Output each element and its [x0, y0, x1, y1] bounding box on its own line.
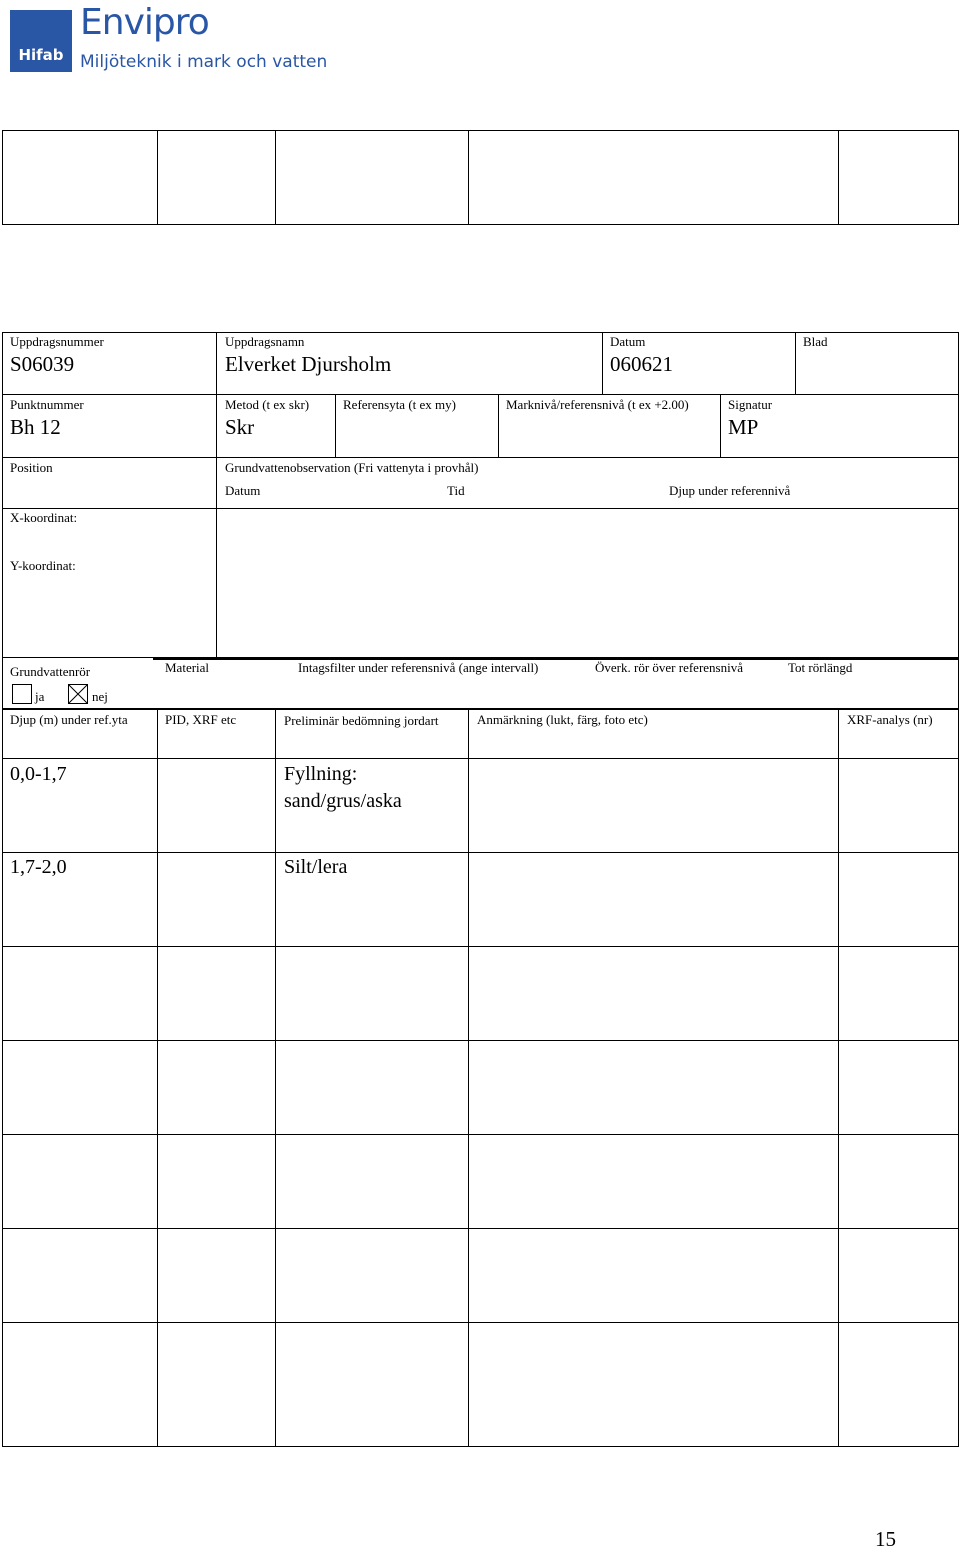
grundvattenobservation-label: Grundvattenobservation (Fri vattenyta i provhål)	[225, 460, 479, 475]
col-header-pid: PID, XRF etc	[165, 712, 237, 727]
row2-djup: 1,7-2,0	[10, 856, 67, 878]
x-koordinat-label: X-koordinat:	[10, 510, 78, 525]
signatur-label: Signatur	[728, 397, 773, 412]
nej-checkbox[interactable]	[68, 684, 88, 704]
metod-label: Metod (t ex skr)	[225, 397, 310, 412]
material-label: Material	[165, 660, 210, 675]
uppdragsnummer-value: S06039	[10, 352, 75, 376]
row2-jordart: Silt/lera	[284, 856, 348, 878]
overk-label: Överk. rör över referensnivå	[595, 660, 743, 675]
row1-jordart: Fyllning: sand/grus/aska	[284, 763, 402, 812]
punktnummer-label: Punktnummer	[10, 397, 84, 412]
checkmark-x-icon	[68, 684, 88, 704]
ja-label: ja	[35, 689, 45, 704]
markniva-label: Marknivå/referensnivå (t ex +2.00)	[506, 397, 689, 412]
ja-checkbox[interactable]	[12, 684, 32, 704]
hifab-logo-text: Hifab	[18, 46, 64, 64]
gw-djup-label: Djup under referennivå	[669, 483, 791, 498]
hifab-logo	[10, 10, 72, 72]
punktnummer-value: Bh 12	[10, 415, 61, 439]
gw-datum-label: Datum	[225, 483, 261, 498]
signatur-value: MP	[728, 415, 759, 439]
blad-label: Blad	[803, 334, 828, 349]
position-label: Position	[10, 460, 53, 475]
row1-djup: 0,0-1,7	[10, 763, 67, 785]
envipro-logo-title: Envipro	[80, 2, 209, 43]
col-header-anmarkning: Anmärkning (lukt, färg, foto etc)	[477, 712, 648, 727]
tot-rorlangd-label: Tot rörlängd	[788, 660, 853, 675]
uppdragsnamn-value: Elverket Djursholm	[225, 352, 392, 376]
page-number: 15	[875, 1527, 896, 1551]
col-header-xrf: XRF-analys (nr)	[847, 712, 933, 727]
envipro-logo-subtitle: Miljöteknik i mark och vatten	[80, 52, 328, 72]
grundvattenror-label: Grundvattenrör	[10, 664, 91, 679]
metod-value: Skr	[225, 415, 255, 439]
y-koordinat-label: Y-koordinat:	[10, 558, 76, 573]
referensyta-label: Referensyta (t ex my)	[343, 397, 456, 412]
col-header-djup: Djup (m) under ref.yta	[10, 712, 128, 727]
uppdragsnummer-label: Uppdragsnummer	[10, 334, 104, 349]
intagsfilter-label: Intagsfilter under referensnivå (ange intervall)	[298, 660, 539, 675]
datum-label: Datum	[610, 334, 646, 349]
uppdragsnamn-label: Uppdragsnamn	[225, 334, 305, 349]
datum-value: 060621	[610, 352, 673, 376]
col-header-prelim: Preliminär bedömning jordart	[284, 713, 439, 728]
nej-label: nej	[92, 689, 108, 704]
gw-tid-label: Tid	[447, 483, 465, 498]
